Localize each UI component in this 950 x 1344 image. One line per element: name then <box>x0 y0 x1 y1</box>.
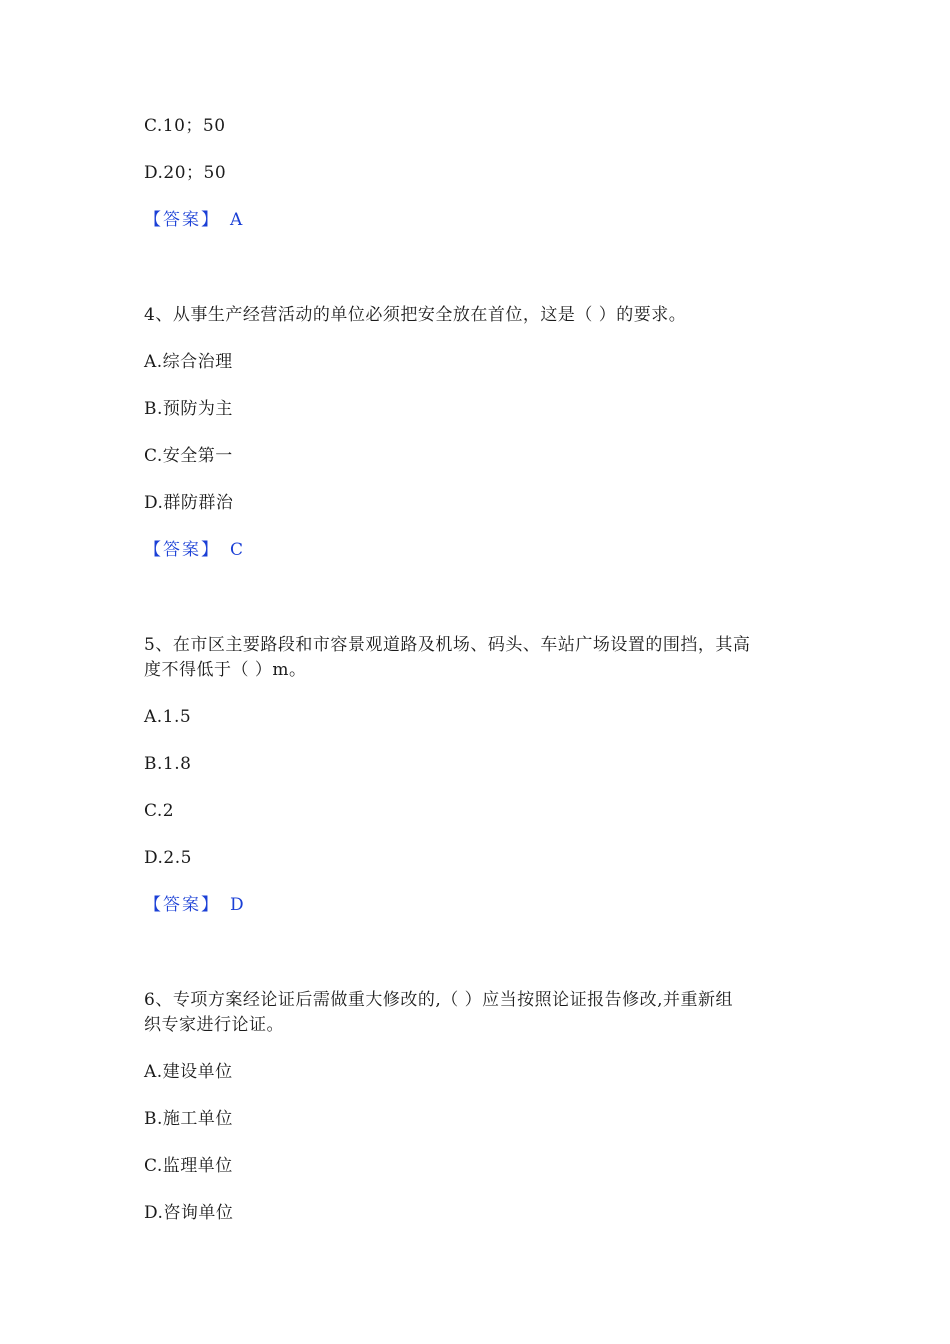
q5-stem-line2: 度不得低于（ ）m。 <box>144 660 307 680</box>
answer-label: 【答案】 <box>144 895 220 915</box>
q3-option-c: C.10；50 <box>144 116 226 136</box>
answer-label: 【答案】 <box>144 210 220 230</box>
q6-stem-line1: 6、专项方案经论证后需做重大修改的,（ ）应当按照论证报告修改,并重新组 <box>144 990 734 1010</box>
q6-option-d: D.咨询单位 <box>144 1203 234 1223</box>
q4-answer <box>144 538 244 562</box>
q4-option-b: B.预防为主 <box>144 399 233 419</box>
q5-answer <box>144 893 244 917</box>
answer-label: 【答案】 <box>144 540 220 560</box>
q4-option-a: A.综合治理 <box>144 352 233 372</box>
q5-option-d: D.2.5 <box>144 848 192 868</box>
q4-option-d: D.群防群治 <box>144 493 234 513</box>
q6-option-b: B.施工单位 <box>144 1109 233 1129</box>
q6-option-a: A.建设单位 <box>144 1062 233 1082</box>
q5-option-c: C.2 <box>144 801 175 821</box>
answer-value: C <box>230 540 244 560</box>
q4-option-c: C.安全第一 <box>144 446 233 466</box>
answer-value: A <box>230 210 243 230</box>
q6-option-c: C.监理单位 <box>144 1156 233 1176</box>
q5-option-b: B.1.8 <box>144 754 192 774</box>
q6-stem-line2: 织专家进行论证。 <box>144 1015 284 1035</box>
q4-stem: 4、从事生产经营活动的单位必须把安全放在首位，这是（ ）的要求。 <box>144 305 687 325</box>
q3-option-d: D.20；50 <box>144 163 227 183</box>
q5-stem-line1: 5、在市区主要路段和市容景观道路及机场、码头、车站广场设置的围挡，其高 <box>144 635 751 655</box>
answer-value: D <box>230 895 245 915</box>
q5-option-a: A.1.5 <box>144 707 192 727</box>
q3-answer <box>144 208 243 232</box>
